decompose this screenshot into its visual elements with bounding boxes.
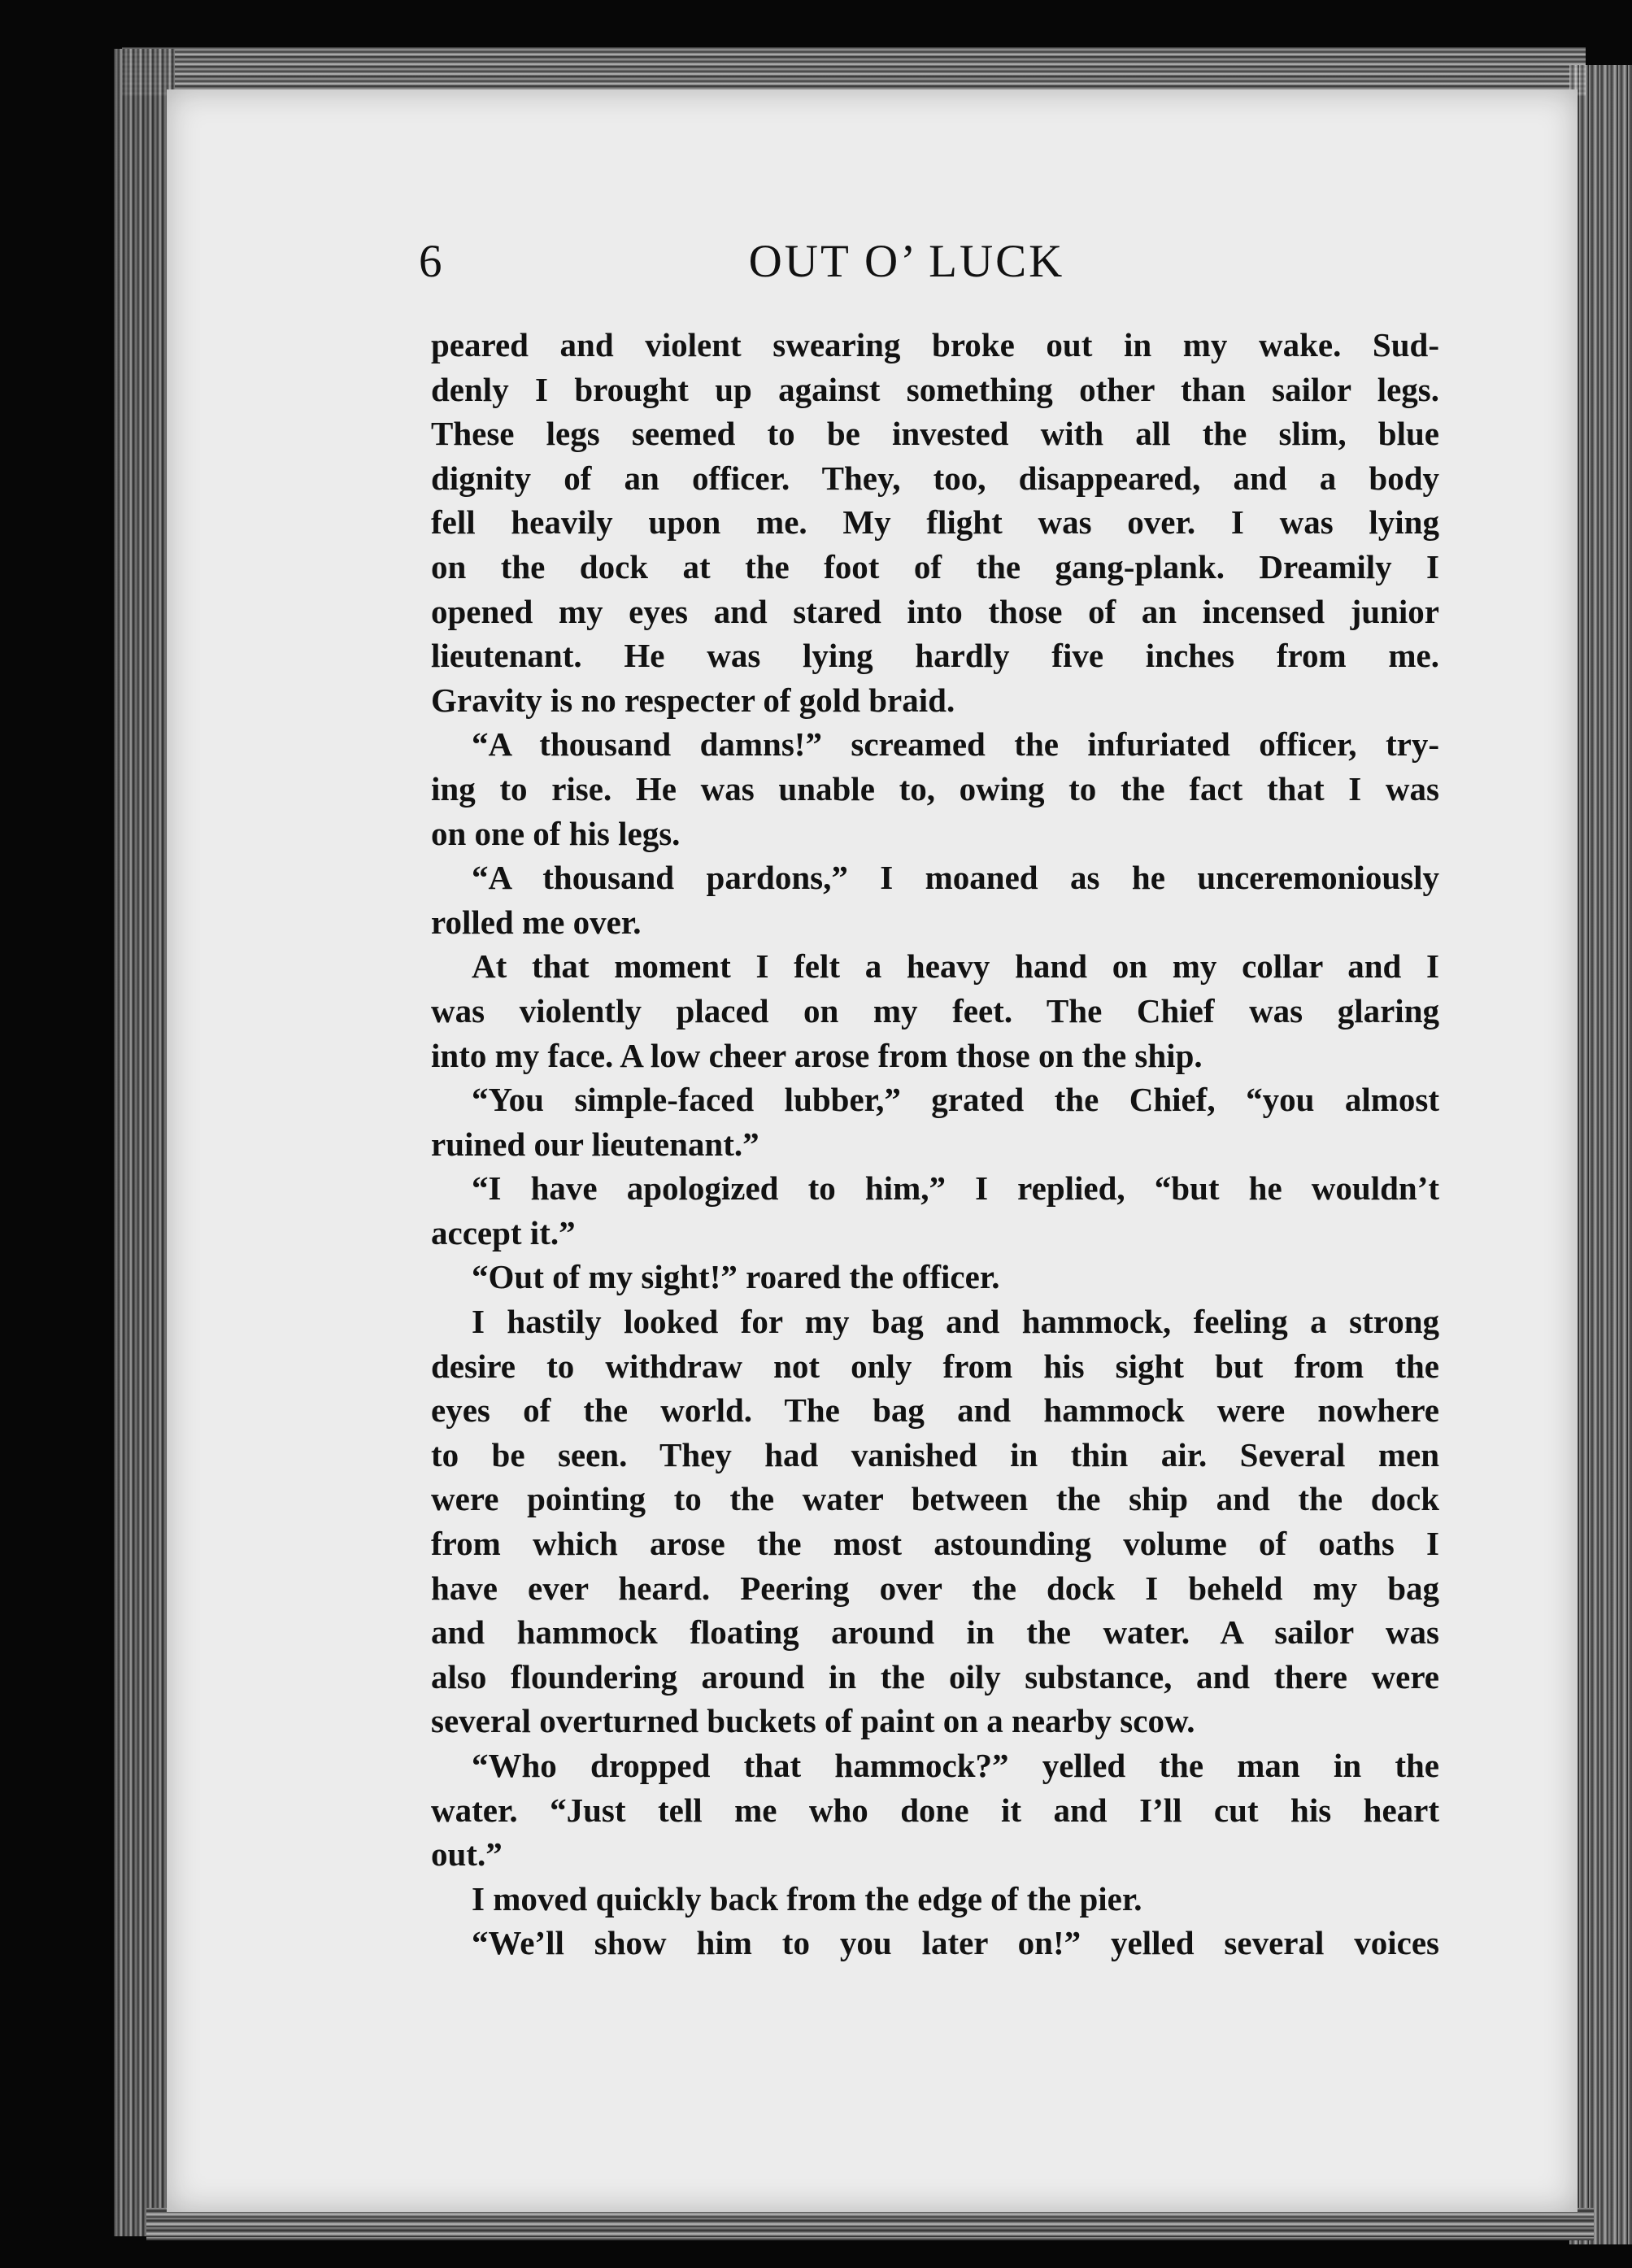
text-line: dignity of an officer. They, too, disappeared, and a body <box>431 459 1439 497</box>
text-line: denly I brought up against something other than sailor legs. <box>431 370 1439 408</box>
text-line: “Who dropped that hammock?” yelled the man in the <box>472 1747 1439 1784</box>
text-line: “You simple-faced lubber,” grated the Chief, “you almost <box>472 1081 1439 1119</box>
text-line: “We’ll show him to you later on!” yelled several voices <box>472 1924 1439 1962</box>
text-line: opened my eyes and stared into those of an incensed junior <box>431 592 1439 630</box>
text-line: I hastily looked for my bag and hammock, feeling a strong <box>472 1303 1439 1341</box>
text-line: Gravity is no respecter of gold braid. <box>431 681 955 719</box>
running-head <box>256 229 1435 294</box>
text-line: “A thousand pardons,” I moaned as he unceremoniously <box>472 859 1439 897</box>
text-line: rolled me over. <box>431 903 642 941</box>
text-line: were pointing to the water between the ship and the dock <box>431 1480 1439 1518</box>
text-line: accept it.” <box>431 1213 576 1252</box>
text-line: fell heavily upon me. My flight was over. I was lying <box>431 503 1439 542</box>
book-page-edges-bottom <box>146 2208 1594 2240</box>
text-line: several overturned buckets of paint on a nearby scow. <box>431 1702 1195 1740</box>
text-line: out.” <box>431 1835 503 1874</box>
text-line: water. “Just tell me who done it and I’ll cut his heart <box>431 1791 1439 1829</box>
text-line: “I have apologized to him,” I replied, “but he wouldn’t <box>472 1169 1439 1208</box>
text-line: lieutenant. He was lying hardly five inches from me. <box>431 637 1439 675</box>
text-line: “A thousand damns!” screamed the infuriated officer, try- <box>472 725 1439 764</box>
book-page-edges-top <box>122 47 1586 96</box>
text-line: to be seen. They had vanished in thin air. Several men <box>431 1435 1439 1474</box>
body-text <box>431 323 1439 1965</box>
text-line: peared and violent swearing broke out in my wake. Sud- <box>431 326 1439 363</box>
text-line: “Out of my sight!” roared the officer. <box>472 1258 1000 1296</box>
text-line: was violently placed on my feet. The Chief was glaring <box>431 991 1439 1030</box>
book-page-edges-left <box>114 49 175 2236</box>
book-page-edges-right <box>1569 65 1632 2244</box>
text-line: These legs seemed to be invested with all the slim, blue <box>431 415 1439 453</box>
text-line: I moved quickly back from the edge of the pier. <box>472 1879 1142 1918</box>
page-number: 6 <box>419 236 442 287</box>
text-line: on one of his legs. <box>431 814 681 852</box>
text-line: have ever heard. Peering over the dock I beheld my bag <box>431 1569 1439 1607</box>
text-line: from which arose the most astounding volume of oaths I <box>431 1525 1439 1563</box>
text-line: ruined our lieutenant.” <box>431 1125 759 1163</box>
text-line: into my face. A low cheer arose from those on the ship. <box>431 1036 1203 1074</box>
text-line: desire to withdraw not only from his sight but from the <box>431 1347 1439 1385</box>
text-line: and hammock floating around in the water. A sailor was <box>431 1613 1439 1652</box>
text-line: on the dock at the foot of the gang-plank. Dreamily I <box>431 547 1439 586</box>
running-title: OUT O’ LUCK <box>748 236 1065 287</box>
text-line: At that moment I felt a heavy hand on my collar and I <box>472 947 1439 986</box>
text-line: eyes of the world. The bag and hammock were nowhere <box>431 1391 1439 1430</box>
text-line: also floundering around in the oily substance, and there were <box>431 1657 1439 1696</box>
text-line: ing to rise. He was unable to, owing to the fact that I was <box>431 769 1439 808</box>
